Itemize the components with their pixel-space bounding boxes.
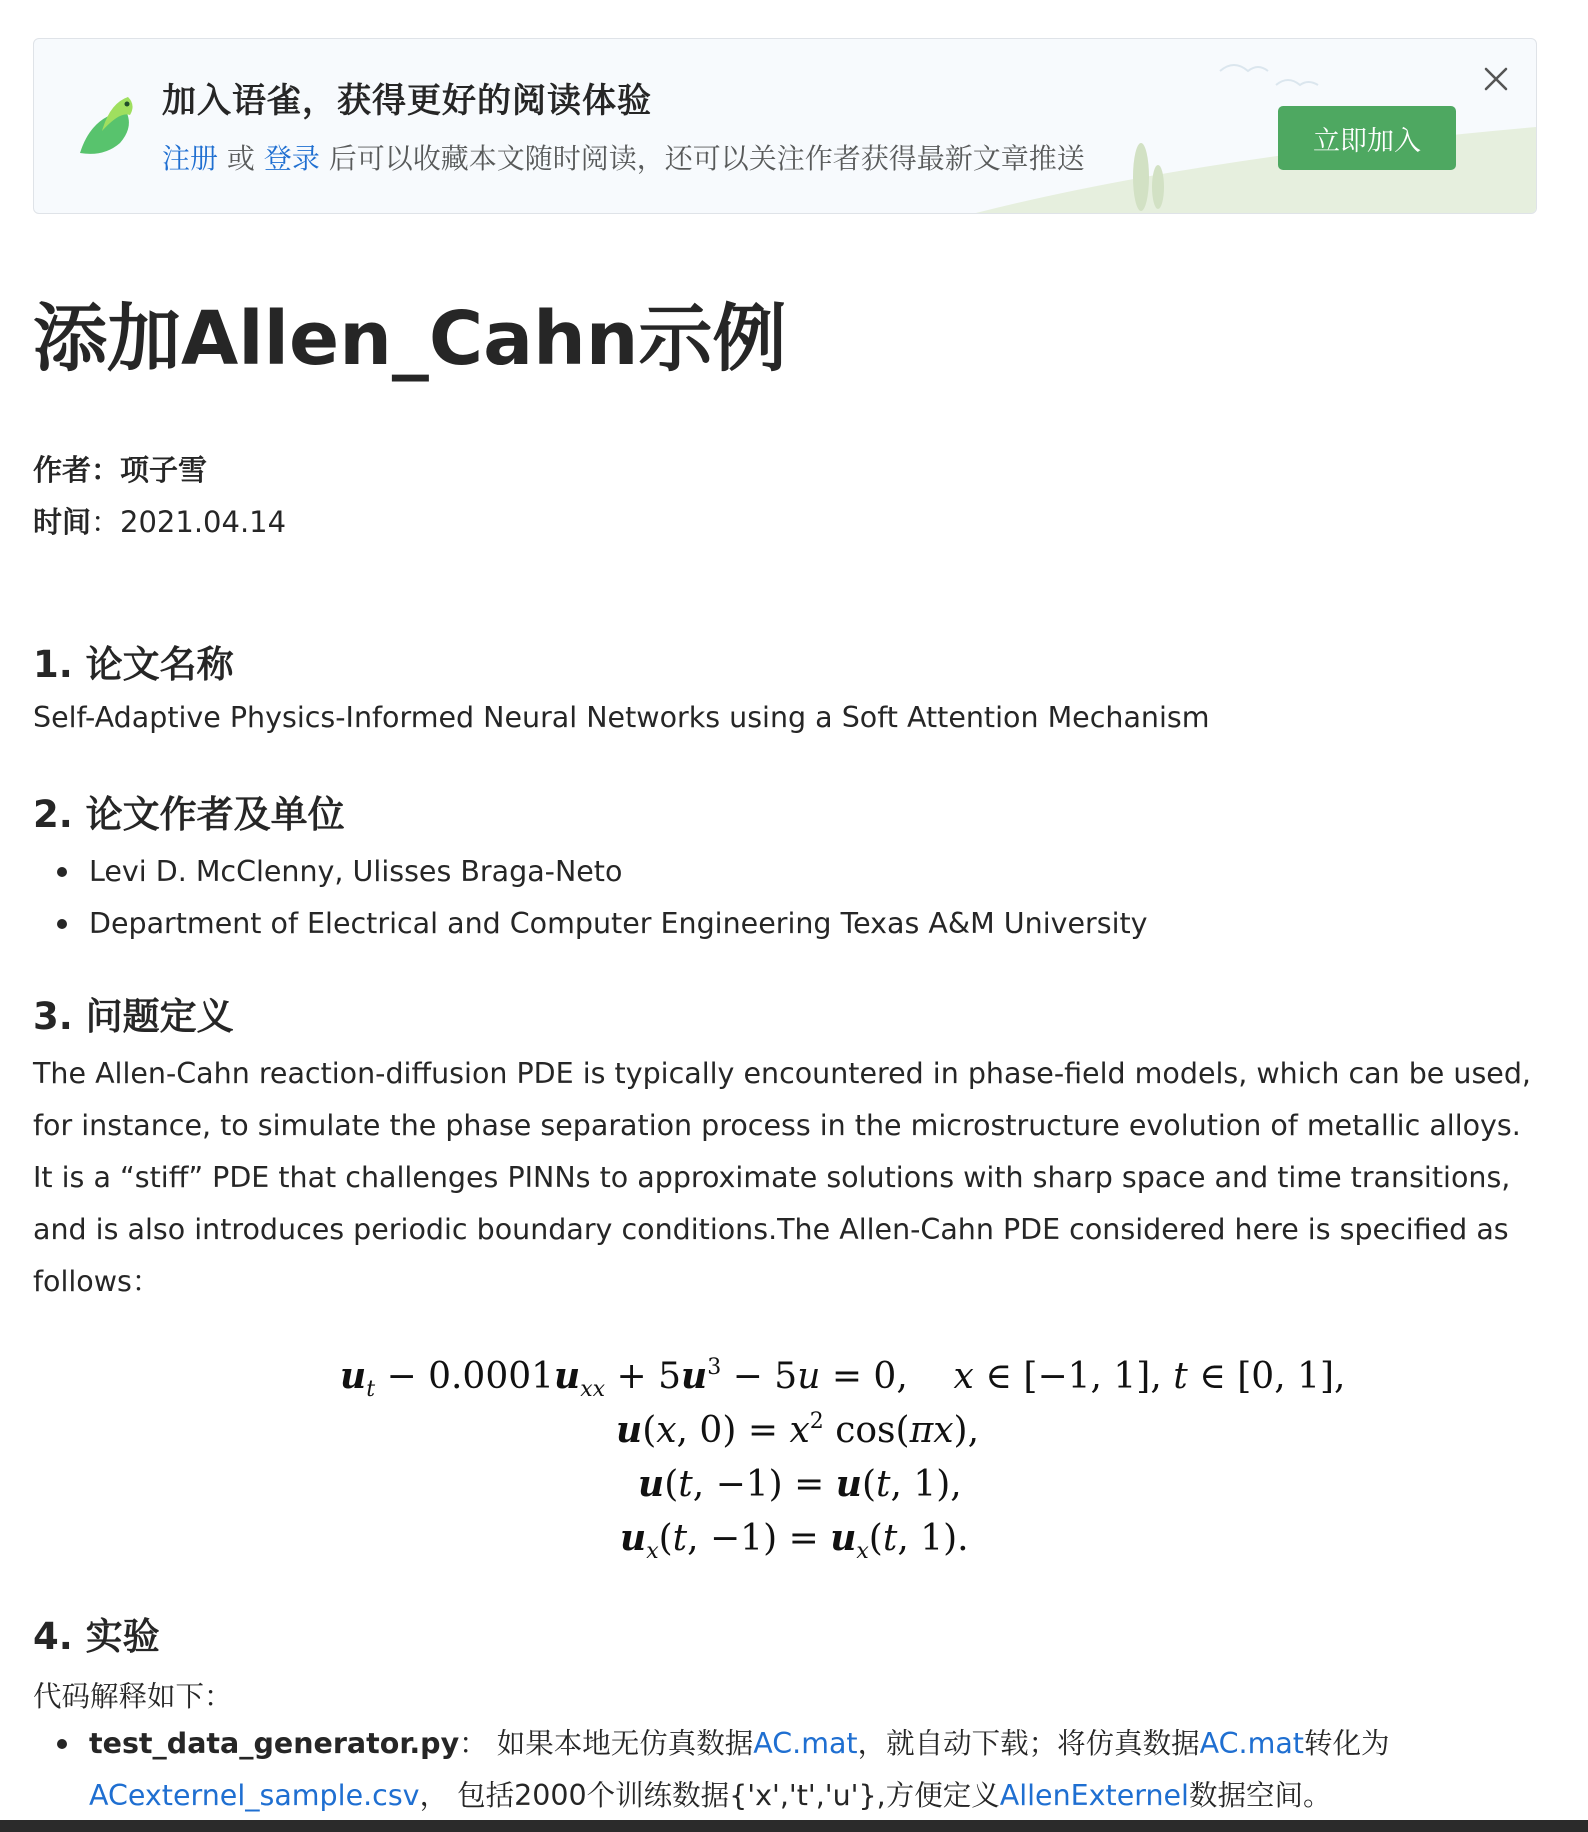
author-line <box>33 448 207 489</box>
banner-subtitle-rest: 后可以收藏本文随时阅读，还可以关注作者获得最新文章推送 <box>319 142 1085 175</box>
code-text: ， 包括2000个训练数据{'x','t','u'},方便定义 <box>419 1779 1000 1812</box>
list-item <box>33 1718 1553 1770</box>
join-banner <box>33 38 1537 214</box>
code-text: ，就自动下载；将仿真数据 <box>857 1727 1200 1760</box>
allenexternel-link[interactable]: AllenExternel <box>999 1779 1189 1812</box>
time-line <box>33 500 286 541</box>
time-label: 时间 <box>33 505 92 539</box>
section-heading-experiment: 4. 实验 <box>33 1615 160 1658</box>
list-item-continuation <box>33 1770 1553 1822</box>
close-icon[interactable] <box>1478 61 1514 97</box>
equation-line: $u_t - 0.0001u_{xx} + 5u^3 - 5u = 0$, x ∈ [−1, 1], t ∈ [0, 1], <box>340 1355 1346 1402</box>
code-text: ： 如果本地无仿真数据 <box>459 1727 754 1760</box>
paper-name-text: Self-Adaptive Physics-Informed Neural Networks using a Soft Attention Mechanism <box>33 701 1210 734</box>
login-link[interactable]: 登录 <box>263 142 320 175</box>
list-item-text: Levi D. McClenny, Ulisses Braga-Neto <box>89 855 623 888</box>
ac-mat-link-2[interactable]: AC.mat <box>1199 1727 1304 1760</box>
yuque-bird-logo <box>74 75 138 165</box>
list-item <box>33 846 1148 898</box>
code-text: 数据空间。 <box>1188 1779 1332 1812</box>
banner-subtitle <box>162 137 1085 177</box>
code-text: 转化为 <box>1303 1727 1390 1760</box>
bullet-icon <box>57 867 67 877</box>
or-text: 或 <box>218 142 264 175</box>
equation-line: u(x, $0) = x^2$ cos(πx), <box>616 1409 980 1451</box>
bullet-icon <box>57 919 67 929</box>
register-link[interactable]: 注册 <box>162 142 219 175</box>
equation-line: $u_x(t$, $-1) = u_x(t$, 1). <box>620 1517 969 1564</box>
author-name: 项子雪 <box>120 453 208 487</box>
author-label: 作者： <box>33 453 121 487</box>
equation-line: u(t, −1) = u(t, 1), <box>638 1463 962 1505</box>
code-file-name: test_data_generator.py <box>89 1727 460 1760</box>
problem-text: The Allen-Cahn reaction-diffusion PDE is typically encountered in phase-field models, which can be used, for instance, to simulate the phase separation process in the microstructure evolution of metallic alloys. It is a “stiff” PDE that challenges PINNs to approximate solutions with sharp space and time transitions, and is also introduces periodic boundary conditions.The Allen-Cahn PDE considered here is specified as follows： <box>33 1057 1531 1298</box>
section-heading-paper-name: 1. 论文名称 <box>33 643 234 686</box>
page-title: 添加Allen_Cahn示例 <box>33 296 787 382</box>
join-now-button[interactable]: 立即加入 <box>1278 106 1456 170</box>
bottom-edge-bar <box>0 1820 1588 1832</box>
list-item <box>33 898 1148 950</box>
section-heading-authors: 2. 论文作者及单位 <box>33 793 345 836</box>
authors-list <box>33 846 1148 950</box>
section-heading-problem: 3. 问题定义 <box>33 995 234 1038</box>
acexternel-csv-link[interactable]: ACexternel_sample.csv <box>89 1779 420 1812</box>
code-explanation-list <box>33 1718 1553 1822</box>
experiment-intro-text: 代码解释如下： <box>33 1680 233 1713</box>
list-item-text: Department of Electrical and Computer Engineering Texas A&M University <box>89 907 1148 940</box>
bullet-icon <box>57 1739 67 1749</box>
ac-mat-link[interactable]: AC.mat <box>753 1727 858 1760</box>
banner-title: 加入语雀，获得更好的阅读体验 <box>162 81 652 121</box>
time-value: ：2021.04.14 <box>91 505 287 539</box>
